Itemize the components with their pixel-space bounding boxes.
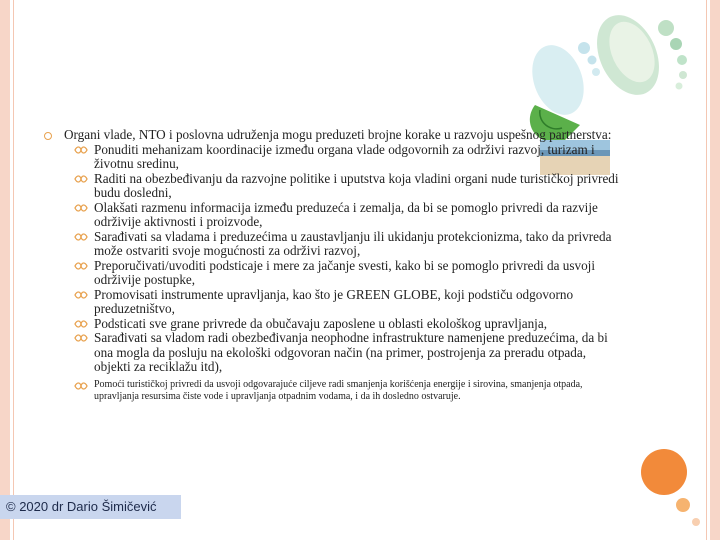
- loop-bullet-icon: [74, 145, 88, 155]
- loop-bullet-icon: [74, 319, 88, 329]
- list-item: Olakšati razmenu informacija između preduzeća i zemalja, da bi se pomoglo privredi da razvije održivije aktivnosti i proizvode,: [74, 201, 624, 230]
- loop-bullet-icon: [74, 232, 88, 242]
- loop-bullet-icon: [74, 381, 88, 391]
- copyright-footer: © 2020 dr Dario Šimičević: [0, 495, 181, 519]
- orange-accent-circle: [641, 449, 687, 495]
- list-item: Pomoći turističkoj privredi da usvoji odgovarajuće ciljeve radi smanjenja korišćenja energije i sirovina, smanjenja otpada, upravljanja resursima čiste vode i upravljanja otpadnim vodama, i da ih dosledno ostvaruje.: [74, 379, 624, 403]
- circle-bullet-icon: [44, 132, 52, 140]
- list-item: Podsticati sve grane privrede da obučavaju zaposlene u oblasti ekološkog upravljanja,: [74, 317, 624, 332]
- slide-content: [44, 128, 624, 403]
- main-bullet-text: Organi vlade, NTO i poslovna udruženja mogu preduzeti brojne korake u razvoju uspešnog partnerstva:: [64, 127, 612, 142]
- list-item: Promovisati instrumente upravljanja, kao što je GREEN GLOBE, koji podstiču odgovorno preduzetništvo,: [74, 288, 624, 317]
- left-rail-line: [13, 0, 14, 540]
- list-item: Ponuditi mehanizam koordinacije između organa vlade odgovornih za održivi razvoj, turizam i životnu sredinu,: [74, 143, 624, 172]
- list-item: Raditi na obezbeđivanju da razvojne politike i uputstva koja vladini organi nude turističkoj privredi budu dosledni,: [74, 172, 624, 201]
- left-decorative-rail: [0, 0, 10, 540]
- tiny-peach-circle: [692, 518, 700, 526]
- list-item: Sarađivati sa vladama i preduzećima u zaustavljanju ili ukidanju protekcionizma, tako da privreda može ostvariti svoje mogućnosti za održivi razvoj,: [74, 230, 624, 259]
- main-bullet: [44, 128, 624, 143]
- loop-bullet-icon: [74, 290, 88, 300]
- list-item: Preporučivati/uvoditi podsticaje i mere za jačanje svesti, kako bi se pomoglo privredi da usvoji održivije postupke,: [74, 259, 624, 288]
- loop-bullet-icon: [74, 333, 88, 343]
- sub-bullet-list: [44, 143, 624, 403]
- small-orange-circle: [676, 498, 690, 512]
- loop-bullet-icon: [74, 261, 88, 271]
- list-item: Sarađivati sa vladom radi obezbeđivanja neophodne infrastrukture namenjene preduzećima, da bi ona mogla da posluju na ekološki odgovoran način (na primer, postrojenja za preradu otpada, objekti za reciklažu itd),: [74, 331, 624, 375]
- loop-bullet-icon: [74, 174, 88, 184]
- loop-bullet-icon: [74, 203, 88, 213]
